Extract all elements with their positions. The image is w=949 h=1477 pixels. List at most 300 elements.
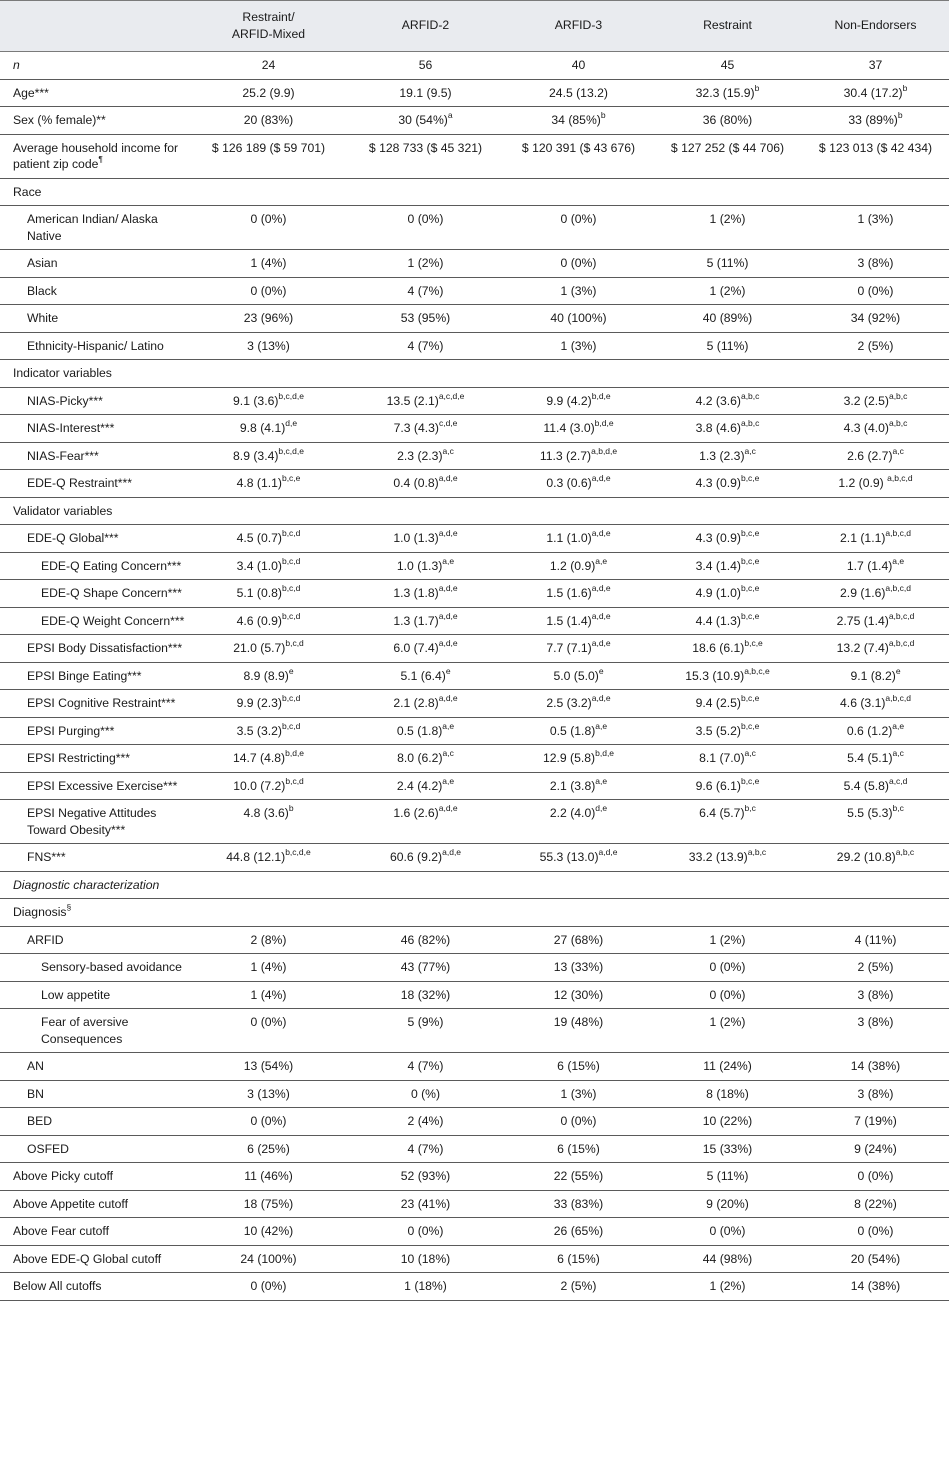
data-cell: [190, 954, 347, 982]
data-cell: [190, 580, 347, 608]
cell-value: 32.3 (15.9): [695, 85, 755, 100]
row-label-text: FNS***: [27, 850, 66, 864]
data-cell: [653, 635, 802, 663]
data-cell: [802, 497, 949, 525]
data-cell: [190, 772, 347, 800]
cell-value: 2.9 (1.6): [840, 586, 886, 600]
row-label-text: AN: [27, 1059, 44, 1073]
data-cell: [347, 690, 504, 718]
data-cell: [347, 206, 504, 250]
cell-value: 11.4 (3.0): [543, 421, 595, 435]
data-cell: [347, 1135, 504, 1163]
data-cell: [347, 745, 504, 773]
cell-value: 3.8 (4.6): [695, 421, 741, 435]
data-cell: [802, 277, 949, 305]
data-cell: [347, 1163, 504, 1191]
cell-significance-superscript: b,c,e: [740, 610, 760, 621]
data-cell: [802, 206, 949, 250]
cell-significance-superscript: a,d,e: [438, 803, 458, 814]
table-row: [0, 178, 949, 206]
row-label: [0, 607, 190, 635]
table-row: [0, 871, 949, 899]
row-label: [0, 387, 190, 415]
row-label: [0, 580, 190, 608]
data-cell: [190, 1190, 347, 1218]
data-cell: [504, 1218, 653, 1246]
data-cell: [504, 954, 653, 982]
row-label-text: Indicator variables: [13, 366, 112, 380]
data-cell: [802, 899, 949, 927]
table-row: [0, 1190, 949, 1218]
data-cell: [347, 899, 504, 927]
cell-significance-superscript: a,b,c,d: [885, 583, 911, 594]
table-row: [0, 525, 949, 553]
cell-significance-superscript: a,e: [595, 555, 608, 566]
row-label: [0, 250, 190, 278]
data-cell: [802, 1108, 949, 1136]
data-cell: [347, 387, 504, 415]
cell-value: 3 (13%): [247, 338, 290, 353]
cell-value: 0 (0%): [857, 1224, 894, 1238]
cell-significance-superscript: a,e: [595, 775, 608, 786]
cell-significance-superscript: b,c,d: [281, 720, 301, 731]
row-label: [0, 1245, 190, 1273]
cell-significance-superscript: a,c: [442, 748, 454, 759]
data-cell: [653, 607, 802, 635]
cell-significance-superscript: a,e: [892, 720, 905, 731]
table-row: [0, 442, 949, 470]
header-cell-label: [0, 1, 190, 52]
data-cell: [190, 1218, 347, 1246]
data-cell: [190, 1108, 347, 1136]
data-cell: [347, 844, 504, 872]
row-label: [0, 1218, 190, 1246]
row-label: [0, 415, 190, 443]
data-cell: [347, 497, 504, 525]
cell-value: 8.0 (6.2): [397, 751, 443, 765]
cell-significance-superscript: a,d,e: [591, 473, 611, 484]
cell-significance-superscript: b,c,d: [281, 610, 301, 621]
cell-value: 45: [720, 58, 735, 72]
data-cell: [802, 134, 949, 178]
table-row: [0, 1245, 949, 1273]
table-row: [0, 415, 949, 443]
cell-significance-superscript: a,d,e: [438, 638, 458, 649]
data-cell: [347, 1009, 504, 1053]
data-cell: [802, 690, 949, 718]
data-cell: [653, 497, 802, 525]
row-label-footnote-mark: ¶: [98, 154, 103, 165]
cell-value: 6.4 (5.7): [699, 806, 745, 820]
cell-value: 23 (96%): [243, 311, 294, 325]
data-cell: [802, 1009, 949, 1053]
data-cell: [504, 277, 653, 305]
cell-value: 13 (54%): [243, 1059, 294, 1073]
data-cell: [190, 690, 347, 718]
data-cell: [653, 387, 802, 415]
cell-value: 7 (19%): [854, 1114, 897, 1128]
cell-value: 1.0 (1.3): [396, 558, 443, 573]
cell-value: 30 (54%): [398, 113, 448, 127]
data-cell: [504, 635, 653, 663]
data-cell: [802, 52, 949, 80]
cell-significance-superscript: b,c,d: [281, 693, 301, 704]
data-cell: [190, 107, 347, 135]
row-label-text: Above Fear cutoff: [13, 1224, 109, 1238]
cell-value: 30.4 (17.2): [843, 85, 903, 100]
cell-significance-superscript: a,d,e: [591, 693, 611, 704]
cell-significance-superscript: a,d,e: [438, 693, 458, 704]
row-label: [0, 107, 190, 135]
data-cell: [504, 552, 653, 580]
cell-significance-superscript: a,b,c: [888, 390, 908, 401]
data-cell: [802, 442, 949, 470]
cell-value: 4 (11%): [854, 932, 897, 947]
cell-value: 1 (3%): [560, 338, 597, 353]
table-row: [0, 1218, 949, 1246]
table-row: [0, 800, 949, 844]
data-cell: [347, 552, 504, 580]
data-cell: [190, 800, 347, 844]
cell-value: 2 (5%): [560, 1279, 597, 1293]
data-cell: [190, 134, 347, 178]
cell-value: 9 (20%): [706, 1196, 749, 1211]
data-cell: [504, 1163, 653, 1191]
data-cell: [347, 1245, 504, 1273]
cell-value: 26 (65%): [553, 1224, 604, 1238]
cell-value: 5 (11%): [706, 256, 749, 270]
cell-value: 14.7 (4.8): [232, 751, 286, 765]
data-cell: [802, 387, 949, 415]
row-label-text: Ethnicity-Hispanic/ Latino: [27, 338, 164, 353]
data-cell: [347, 1080, 504, 1108]
data-cell: [190, 277, 347, 305]
cell-value: $ 126 189 ($ 59 701): [211, 140, 326, 155]
data-cell: [190, 206, 347, 250]
cell-value: 0 (0%): [857, 283, 894, 298]
data-cell: [347, 332, 504, 360]
cell-value: 6 (15%): [557, 1141, 600, 1156]
data-cell: [802, 360, 949, 388]
table-row: [0, 844, 949, 872]
row-label-text: EDE-Q Restraint***: [27, 476, 132, 490]
data-cell: [190, 442, 347, 470]
cell-value: 10.0 (7.2): [233, 778, 286, 793]
cell-value: 3 (8%): [857, 1015, 894, 1029]
data-cell: [504, 178, 653, 206]
cell-value: 2.2 (4.0): [549, 806, 596, 820]
data-cell: [802, 800, 949, 844]
data-cell: [190, 360, 347, 388]
cell-value: 1 (4%): [250, 987, 287, 1002]
table-row: [0, 607, 949, 635]
data-cell: [504, 332, 653, 360]
data-cell: [802, 607, 949, 635]
data-cell: [653, 871, 802, 899]
cell-value: 9.1 (3.6): [233, 393, 279, 408]
cell-value: 13 (33%): [553, 960, 604, 974]
cell-value: 1.7 (1.4): [846, 558, 893, 573]
data-cell: [802, 662, 949, 690]
table-row: [0, 954, 949, 982]
data-cell: [653, 206, 802, 250]
cell-value: 8.1 (7.0): [699, 751, 745, 765]
cell-value: 19.1 (9.5): [399, 85, 452, 100]
row-label: [0, 1108, 190, 1136]
cell-significance-superscript: b,c,d: [281, 583, 301, 594]
cell-value: 1.3 (2.3): [699, 448, 745, 463]
cell-significance-superscript: a,b,d,e: [591, 445, 618, 456]
cell-value: 9.6 (6.1): [695, 778, 741, 793]
data-cell: [347, 1273, 504, 1301]
data-cell: [347, 1053, 504, 1081]
data-cell: [347, 79, 504, 107]
cell-value: 4.8 (1.1): [236, 476, 282, 490]
cell-significance-superscript: c,d,e: [438, 418, 458, 429]
data-cell: [347, 178, 504, 206]
cell-value: 5 (11%): [706, 338, 749, 353]
table-row: [0, 107, 949, 135]
data-cell: [347, 1190, 504, 1218]
row-label-text: EPSI Cognitive Restraint***: [27, 696, 176, 710]
data-cell: [802, 580, 949, 608]
cell-significance-superscript: b: [897, 110, 903, 121]
table-row: [0, 717, 949, 745]
cell-significance-superscript: a,e: [442, 720, 455, 731]
row-label: [0, 899, 190, 927]
cell-value: 43 (77%): [400, 960, 451, 974]
cell-value: 3.5 (5.2): [695, 723, 741, 738]
table-row: [0, 332, 949, 360]
table-row: [0, 635, 949, 663]
cell-significance-superscript: b,c,d,e: [278, 445, 304, 456]
data-cell: [190, 470, 347, 498]
row-label: [0, 981, 190, 1009]
cell-significance-superscript: b,c,d: [285, 638, 304, 649]
cell-value: 6 (25%): [247, 1141, 290, 1156]
cell-significance-superscript: a,b,c,d: [888, 638, 915, 649]
cell-value: 3 (13%): [247, 1086, 290, 1101]
row-label-text: BN: [27, 1086, 44, 1101]
data-cell: [653, 552, 802, 580]
cell-significance-superscript: a,d,e: [591, 583, 611, 594]
table-row: [0, 1009, 949, 1053]
data-cell: [190, 1009, 347, 1053]
cell-value: 4 (7%): [407, 283, 444, 298]
row-label-text: Fear of aversive Consequences: [41, 1015, 129, 1046]
data-cell: [504, 899, 653, 927]
cell-value: 4.2 (3.6): [695, 393, 741, 408]
table-row: [0, 277, 949, 305]
cell-value: 0 (0%): [407, 212, 444, 226]
row-label: [0, 79, 190, 107]
cell-value: 2.1 (2.8): [393, 696, 439, 710]
data-cell: [802, 717, 949, 745]
cell-value: 1 (3%): [560, 1086, 597, 1101]
cell-value: 1 (18%): [404, 1279, 447, 1293]
table-header: [0, 1, 949, 52]
data-cell: [802, 525, 949, 553]
cell-value: 0 (0%): [560, 256, 597, 270]
cell-value: 21.0 (5.7): [233, 641, 286, 655]
cell-significance-superscript: b: [754, 82, 760, 93]
data-cell: [802, 844, 949, 872]
cell-value: 36 (80%): [702, 113, 753, 127]
row-label: [0, 1009, 190, 1053]
cell-significance-superscript: a,c: [442, 445, 454, 456]
cell-value: 3 (8%): [857, 987, 894, 1002]
cell-significance-superscript: a,b,c,d: [887, 473, 913, 484]
cell-value: 12 (30%): [553, 987, 604, 1002]
row-label: [0, 52, 190, 80]
data-cell: [504, 387, 653, 415]
cell-value: $ 127 252 ($ 44 706): [670, 140, 785, 155]
row-label-text: EPSI Restricting***: [27, 751, 130, 765]
cell-significance-superscript: b,d,e: [591, 390, 611, 401]
cell-value: 2 (5%): [857, 338, 894, 353]
table-row: [0, 1135, 949, 1163]
cell-significance-superscript: a,d,e: [598, 847, 618, 858]
data-cell: [347, 580, 504, 608]
cell-significance-superscript: b: [902, 82, 908, 93]
cell-value: $ 128 733 ($ 45 321): [368, 140, 483, 155]
data-cell: [802, 1190, 949, 1218]
row-label-text: Above Picky cutoff: [13, 1169, 114, 1183]
cell-value: 2.1 (3.8): [549, 778, 596, 793]
cell-value: 0.3 (0.6): [546, 476, 592, 490]
row-label: [0, 134, 190, 178]
data-cell: [802, 79, 949, 107]
data-cell: [653, 745, 802, 773]
row-label-text: EPSI Body Dissatisfaction***: [27, 641, 183, 655]
table-row: [0, 690, 949, 718]
cell-value: 1.6 (2.6): [393, 806, 439, 820]
cell-value: 2 (4%): [407, 1114, 444, 1128]
row-label: [0, 1135, 190, 1163]
cell-value: 1 (3%): [857, 212, 894, 226]
row-label-text: n: [13, 58, 20, 72]
cell-value: 4 (7%): [407, 1059, 444, 1073]
table-row: [0, 772, 949, 800]
row-label: [0, 1080, 190, 1108]
data-cell: [653, 470, 802, 498]
data-cell: [504, 360, 653, 388]
cell-significance-superscript: a,c,d,e: [438, 390, 465, 401]
data-cell: [190, 926, 347, 954]
data-cell: [802, 1080, 949, 1108]
data-cell: [504, 470, 653, 498]
cell-value: 33.2 (13.9): [688, 850, 748, 864]
data-cell: [504, 926, 653, 954]
data-cell: [347, 107, 504, 135]
row-label-text: NIAS-Interest***: [27, 421, 115, 435]
cell-value: 5 (9%): [407, 1015, 444, 1029]
row-label-text: EDE-Q Shape Concern***: [41, 586, 182, 600]
cell-value: 4.6 (0.9): [236, 613, 282, 628]
row-label: [0, 470, 190, 498]
row-label: [0, 926, 190, 954]
cell-value: 24.5 (13.2): [549, 85, 608, 100]
cell-value: 13.5 (2.1): [386, 393, 439, 408]
cell-significance-superscript: b: [600, 110, 606, 121]
cell-value: 0 (0%): [407, 1224, 444, 1238]
cell-value: 9.4 (2.5): [695, 696, 741, 710]
cell-significance-superscript: e: [288, 665, 294, 676]
data-cell: [190, 250, 347, 278]
cell-value: 3.4 (1.4): [695, 558, 741, 573]
data-cell: [504, 844, 653, 872]
cell-value: 0 (0%): [250, 1015, 287, 1029]
data-cell: [504, 305, 653, 333]
data-cell: [802, 1273, 949, 1301]
cell-value: 12.9 (5.8): [542, 751, 596, 765]
table-row: [0, 899, 949, 927]
table-row: [0, 134, 949, 178]
table-row: [0, 1163, 949, 1191]
row-label: [0, 844, 190, 872]
cell-value: 19 (48%): [553, 1015, 604, 1029]
header-cell-non-endorsers: Non-Endorsers: [802, 1, 949, 52]
cell-value: 1.0 (1.3): [393, 531, 439, 545]
cell-significance-superscript: a,b,c: [888, 418, 908, 429]
table-row: [0, 250, 949, 278]
cell-significance-superscript: a,e: [595, 720, 608, 731]
cell-value: 1 (4%): [250, 960, 287, 974]
cell-significance-superscript: a,b,c: [747, 847, 767, 858]
row-label-text: ARFID: [27, 932, 64, 947]
data-cell: [504, 690, 653, 718]
cell-value: 15 (33%): [702, 1141, 753, 1156]
cell-significance-superscript: a,e: [442, 775, 455, 786]
data-cell: [190, 1080, 347, 1108]
cell-value: 2.4 (4.2): [396, 778, 443, 793]
cell-value: 0 (0%): [709, 1224, 746, 1238]
cell-value: 1.2 (0.9): [838, 476, 888, 490]
row-label-text: EDE-Q Eating Concern***: [41, 558, 182, 573]
cell-value: 10 (22%): [702, 1114, 753, 1128]
data-cell: [802, 470, 949, 498]
cell-value: 2.6 (2.7): [847, 448, 893, 463]
cell-value: 2.3 (2.3): [397, 448, 443, 463]
data-cell: [802, 1135, 949, 1163]
cell-value: 40: [571, 58, 586, 72]
row-label: [0, 277, 190, 305]
row-label: [0, 1190, 190, 1218]
table-row: [0, 926, 949, 954]
data-cell: [504, 497, 653, 525]
cell-value: 20 (54%): [850, 1251, 901, 1266]
data-cell: [347, 772, 504, 800]
row-label-text: Sex (% female)**: [13, 113, 106, 127]
data-cell: [504, 1108, 653, 1136]
cell-value: 3 (8%): [857, 256, 894, 270]
cell-value: 9.1 (8.2): [850, 668, 896, 683]
data-cell: [653, 134, 802, 178]
data-cell: [504, 442, 653, 470]
data-cell: [653, 717, 802, 745]
table-row: [0, 580, 949, 608]
data-cell: [653, 662, 802, 690]
row-label-text: Validator variables: [13, 503, 113, 518]
row-label-text: BED: [27, 1114, 53, 1128]
data-cell: [504, 607, 653, 635]
data-cell: [504, 79, 653, 107]
data-cell: [347, 954, 504, 982]
data-cell: [504, 107, 653, 135]
data-cell: [504, 745, 653, 773]
cell-value: 4.9 (1.0): [695, 586, 741, 600]
cell-value: 27 (68%): [553, 932, 604, 947]
